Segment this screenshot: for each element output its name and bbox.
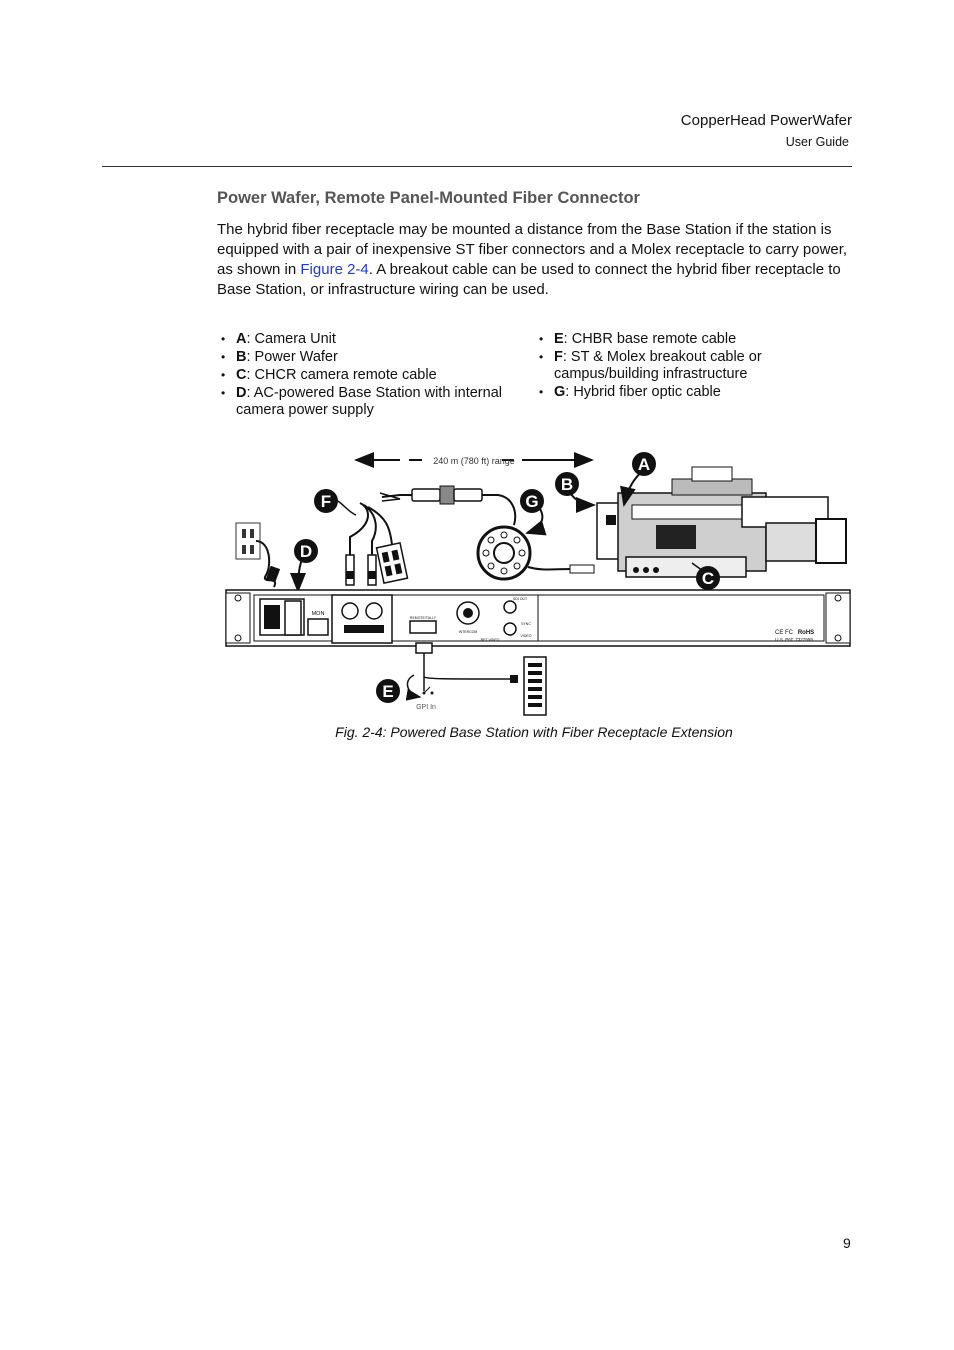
header-title: CopperHead PowerWafer <box>680 112 852 129</box>
legend-item-f: • F: ST & Molex breakout cable or campus/building infrastructure <box>535 349 795 382</box>
panel-label-video: VIDEO <box>520 634 532 638</box>
svg-text:A: A <box>637 455 651 474</box>
callout-d <box>294 539 318 563</box>
panel-label-sync: SYNC <box>521 622 531 626</box>
section-heading: Power Wafer, Remote Panel-Mounted Fiber Connector <box>217 189 640 207</box>
legend-list-left <box>217 331 532 420</box>
svg-text:C: C <box>701 569 715 588</box>
intro-text-1: The hybrid fiber receptacle may be mounted a distance from the Base Station if the station is equipped with a pair of inexpensive ST fiber connectors and a Molex receptacle to carry power, as shown in <box>217 221 848 278</box>
base-station-panel <box>226 590 850 646</box>
svg-text:E: E <box>382 682 394 701</box>
legend-item-d: • D: AC-powered Base Station with internal camera power supply <box>217 385 532 418</box>
panel-label-remote: REMOTE/TALLY <box>409 616 437 620</box>
st-fiber-coupler <box>382 486 515 525</box>
intro-paragraph <box>217 220 857 300</box>
svg-text:D: D <box>299 542 313 561</box>
gpi-switch <box>407 643 518 711</box>
legend-item-c: • C: CHCR camera remote cable <box>217 367 532 384</box>
legend-item-g: • G: Hybrid fiber optic cable <box>535 384 795 401</box>
figure-caption: Fig. 2-4: Powered Base Station with Fiber Receptacle Extension <box>335 724 733 740</box>
hybrid-fiber-reel <box>478 527 594 579</box>
callout-b <box>555 472 579 496</box>
callout-f <box>314 489 338 513</box>
panel-label-intercom: INTERCOM <box>458 630 478 634</box>
breakout-connectors <box>346 493 407 585</box>
callout-c <box>696 566 720 590</box>
callout-a <box>632 452 656 476</box>
gpi-label: GPI In <box>416 704 436 711</box>
panel-label-mon: MON <box>311 611 325 617</box>
legend-item-a: • A: Camera Unit <box>217 331 532 348</box>
panel-label-ce: CE FC <box>775 630 793 636</box>
panel-label-patent: U.S. PAT. 7327959 <box>775 637 813 642</box>
page-number: 9 <box>843 1235 851 1251</box>
panel-label-ret-video: RET VIDEO <box>480 638 500 642</box>
svg-text:F: F <box>320 492 332 511</box>
remote-panel-icon <box>524 657 546 715</box>
header-rule <box>102 166 852 167</box>
header-subtitle: User Guide <box>785 135 849 149</box>
range-label: 240 m (780 ft) range <box>433 456 515 466</box>
legend-item-e: • E: CHBR base remote cable <box>535 331 795 348</box>
legend-item-b: • B: Power Wafer <box>217 349 532 366</box>
range-indicator <box>356 456 592 466</box>
camera-unit-icon <box>597 467 846 577</box>
panel-label-sdi-out: SDI OUT <box>512 597 528 601</box>
callout-f-leader <box>338 501 356 515</box>
connection-diagram <box>222 445 854 720</box>
figure-link[interactable]: Figure 2-4 <box>300 261 369 278</box>
legend-list-right <box>535 331 795 402</box>
callout-e <box>376 679 400 703</box>
panel-label-rohs: RoHS <box>797 630 815 636</box>
svg-text:B: B <box>560 475 574 494</box>
svg-text:G: G <box>525 492 539 511</box>
intro-text-2: . A breakout cable can be used to connect the hybrid fiber receptacle to Base Station, or infrastructure wiring can be used. <box>217 261 841 298</box>
callout-g <box>520 489 544 513</box>
